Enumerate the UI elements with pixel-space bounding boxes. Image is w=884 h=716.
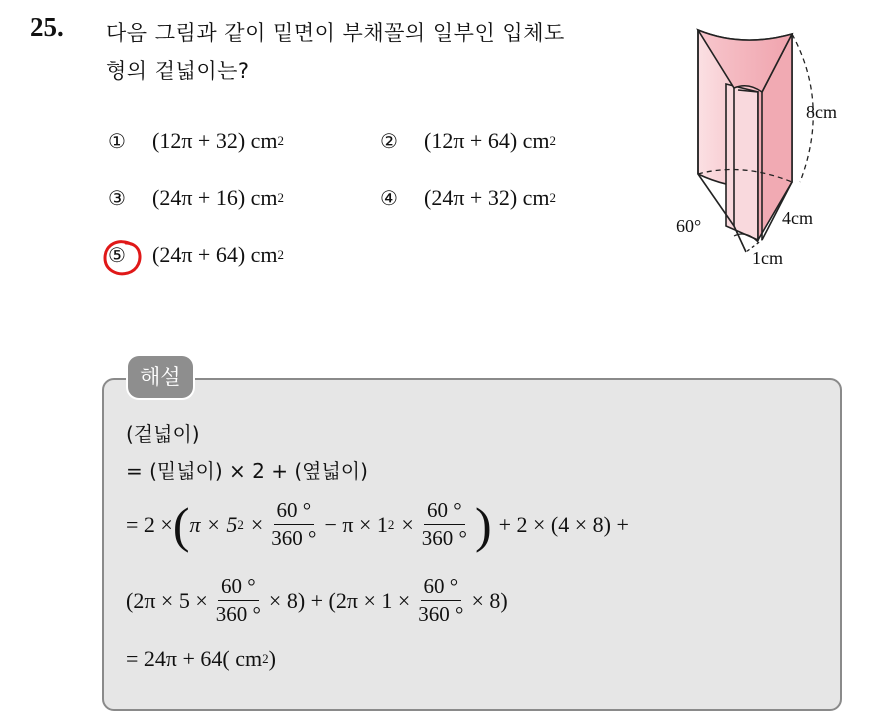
choice-1-label: ① (108, 129, 126, 153)
line3-minus: − π × 1 (324, 511, 388, 537)
question-text-line-2: 형의 겉넓이는? (106, 59, 250, 83)
line3-frac1-top: 60 ° (274, 498, 315, 525)
choice-3-label: ③ (108, 186, 126, 210)
solution-line-2-text: = (밑넓이) × 2 + (옆넓이) (126, 459, 368, 483)
choice-2[interactable] (380, 128, 556, 154)
angle-label: 60° (676, 216, 702, 236)
line3-prefix: = 2 × (126, 511, 173, 537)
inner-face-left (726, 84, 758, 240)
choice-3-value: (24π + 16) cm (152, 185, 278, 210)
solution-tag: 해설 (128, 356, 193, 398)
line5-exp: 2 (262, 651, 269, 666)
choice-4[interactable] (380, 185, 556, 211)
solid-figure (672, 14, 872, 284)
inner-label: 1cm (752, 248, 783, 268)
line3-left-paren: ( (172, 496, 190, 553)
line4-frac1-top: 60 ° (218, 574, 259, 601)
solution-line-5 (126, 646, 276, 672)
choice-2-exp: 2 (549, 133, 557, 148)
line4-fraction-1 (213, 574, 264, 627)
choice-2-label: ② (380, 129, 398, 153)
question-text (106, 14, 666, 90)
line4-b: × 8) + (2π × 1 × (268, 587, 411, 613)
choice-5-label: ⑤ (108, 243, 126, 267)
line3-frac2-top: 60 ° (424, 498, 465, 525)
solution-line-1 (126, 418, 200, 447)
choice-5-exp: 2 (277, 247, 285, 262)
line3-exp2: 2 (387, 516, 395, 532)
solution-line-2 (126, 455, 368, 484)
solution-line-1-text: (겉넓이) (126, 422, 200, 446)
choice-4-exp: 2 (549, 190, 557, 205)
line3-suffix: + 2 × (4 × 8) + (498, 511, 629, 537)
solution-line-3 (126, 498, 629, 551)
height-label: 8cm (806, 102, 837, 122)
side-label: 4cm (782, 208, 813, 228)
choice-3[interactable] (108, 185, 284, 211)
line3-exp1: 2 (237, 516, 244, 532)
line4-c: × 8) (471, 587, 508, 613)
choice-4-label: ④ (380, 186, 398, 210)
question-text-line-1: 다음 그림과 같이 밑면이 부채꼴의 일부인 입체도 (106, 21, 565, 45)
line4-frac2-top: 60 ° (421, 574, 462, 601)
line3-times: × (250, 511, 264, 537)
line5-end: ) (268, 646, 276, 671)
choice-2-value: (12π + 64) cm (424, 128, 550, 153)
line4-a: (2π × 5 × (126, 587, 208, 613)
line4-frac2-bot: 360 ° (418, 602, 464, 626)
line4-frac1-bot: 360 ° (215, 602, 261, 626)
line3-fraction-2 (419, 498, 470, 551)
choice-4-value: (24π + 32) cm (424, 185, 550, 210)
choice-1-value: (12π + 32) cm (152, 128, 278, 153)
line3-fraction-1 (268, 498, 319, 551)
line3-times-2: × (401, 511, 414, 537)
line5-text: = 24π + 64( cm (126, 646, 263, 671)
choice-1[interactable] (108, 128, 284, 154)
line4-fraction-2 (415, 574, 466, 627)
choice-1-exp: 2 (277, 133, 285, 148)
solution-line-4 (126, 574, 508, 627)
question-number: 25. (30, 12, 64, 42)
line3-frac1-bot: 360 ° (271, 526, 317, 550)
choice-5-value: (24π + 64) cm (152, 242, 278, 267)
line3-frac2-bot: 360 ° (421, 526, 467, 550)
line3-pi-part: π × 5 (189, 511, 238, 537)
answer-mark-circle (101, 236, 145, 280)
choice-3-exp: 2 (277, 190, 285, 205)
line3-right-paren: ) (474, 496, 492, 553)
